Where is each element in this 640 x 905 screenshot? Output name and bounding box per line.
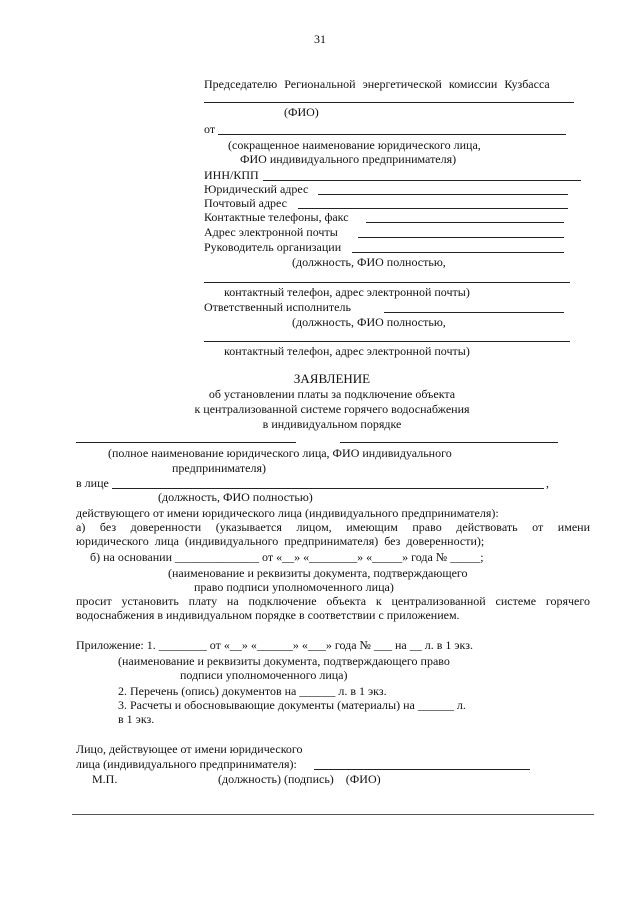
appendix-line-2: 2. Перечень (опись) документов на ______ л. в 1 экз. [118,684,387,698]
field-legal-address: Юридический адрес [204,182,309,196]
in-person-label: в лице [76,476,109,490]
applicant-line-right [340,442,558,443]
doc-hint-2: право подписи уполномоченного лица) [194,580,394,594]
head-hint-1: (должность, ФИО полностью, [292,255,446,269]
field-legal-address-line [318,194,568,195]
applicant-hint-2: предпринимателя) [172,461,266,475]
signature-labels: (должность) (подпись) (ФИО) [218,772,381,786]
signature-underline [314,769,530,770]
request-line-1: просит установить плату на подключение объекта к централизованной системе горячего [76,594,590,608]
request-line-2: водоснабжения в индивидуальном порядке в соответствии с приложением. [76,608,460,622]
from-underline [218,134,566,135]
doc-hint-1: (наименование и реквизиты документа, подтверждающего [168,566,468,580]
acting-text: действующего от имени юридического лица (индивидуального предпринимателя): [76,506,499,520]
field-inn-kpp-line [263,180,581,181]
short-name-hint-1: (сокращенное наименование юридического лица, [228,138,481,152]
fio-hint: (ФИО) [284,105,319,119]
stamp-label: М.П. [92,772,118,786]
exec-contact-line [204,341,570,342]
in-person-line [112,488,544,489]
appendix-line-3b: в 1 экз. [118,712,155,726]
field-inn-kpp: ИНН/КПП [204,168,259,182]
exec-hint-1: (должность, ФИО полностью, [292,315,446,329]
title-line-2: к централизованной системе горячего водоснабжения [194,402,470,416]
signature-line-2: лица (индивидуального предпринимателя): [76,757,297,771]
head-hint-2: контактный телефон, адрес электронной почты) [224,285,470,299]
item-a-line-2: юридического лица (индивидуального предпринимателя) без доверенности); [76,534,485,548]
appendix-line-3: 3. Расчеты и обосновывающие документы (материалы) на ______ л. [118,698,466,712]
appendix-hint-1: (наименование и реквизиты документа, подтверждающего право [118,654,450,668]
short-name-hint-2: ФИО индивидуального предпринимателя) [240,152,457,166]
field-phones-line [366,222,564,223]
addressee-line: Председателю Региональной энергетической комиссии Кузбасса [204,77,550,91]
appendix-hint-2: подписи уполномоченного лица) [180,668,348,682]
field-email: Адрес электронной почты [204,225,338,239]
position-hint: (должность, ФИО полностью) [158,490,313,504]
in-person-comma: , [546,476,549,490]
fio-underline [204,102,574,103]
page-number: 31 [314,32,326,46]
head-contact-line [204,282,570,283]
from-label: от [204,122,216,136]
page-bottom-rule [72,814,594,815]
field-postal-address-line [298,208,568,209]
exec-hint-2: контактный телефон, адрес электронной почты) [224,344,470,358]
item-a-line-1: а) без доверенности (указывается лицом, имеющим право действовать от имени [76,520,590,534]
executor-line [384,312,564,313]
applicant-hint-1: (полное наименование юридического лица, ФИО индивидуального [108,446,452,460]
field-head-line [352,252,564,253]
document-title: ЗАЯВЛЕНИЕ [293,371,371,386]
field-head: Руководитель организации [204,240,342,254]
field-email-line [358,237,564,238]
field-phones: Контактные телефоны, факс [204,210,349,224]
applicant-line-left [76,442,296,443]
signature-line-1: Лицо, действующее от имени юридического [76,742,303,756]
title-line-1: об установлении платы за подключение объекта [208,387,456,401]
appendix-line-1: Приложение: 1. ________ от «__» «______» «___» года № ___ на __ л. в 1 экз. [76,638,473,652]
executor-label: Ответственный исполнитель [204,300,351,314]
title-line-3: в индивидуальном порядке [262,417,402,431]
item-b-line: б) на основании ______________ от «__» «________» «_____» года № _____; [90,550,484,564]
field-postal-address: Почтовый адрес [204,196,288,210]
